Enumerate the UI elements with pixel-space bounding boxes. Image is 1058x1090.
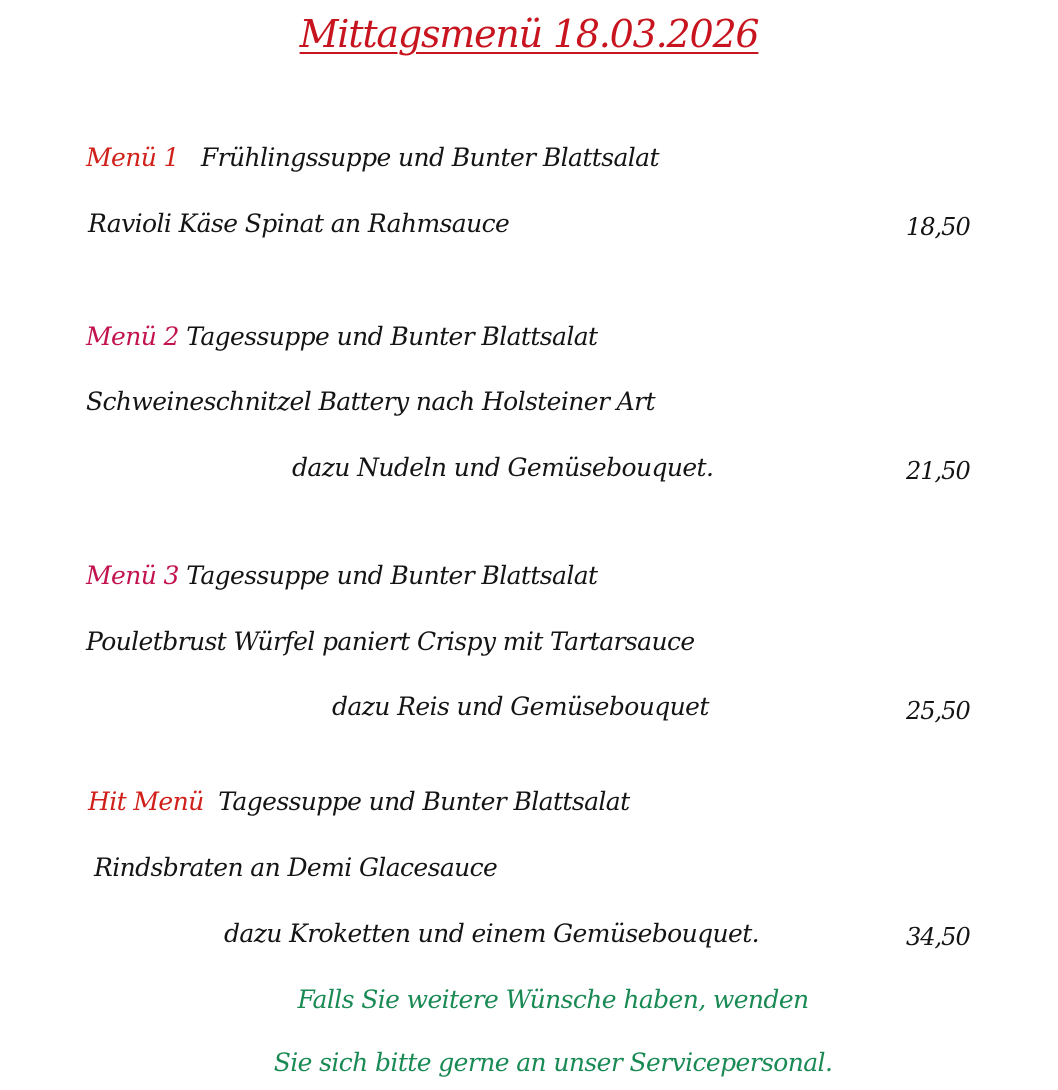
hit-menu-side: dazu Kroketten und einem Gemüsebouquet. [224, 919, 760, 948]
hit-menu-header [88, 789, 630, 814]
hit-menu-main: Rindsbraten an Demi Glacesauce [94, 853, 498, 882]
hit-menu-label: Hit Menü [88, 787, 204, 816]
menu-3-soup: Tagessuppe und Bunter Blattsalat [186, 561, 598, 590]
hit-menu-price: 34,50 [906, 923, 970, 951]
menu-1-price: 18,50 [906, 213, 970, 241]
menu-3-main: Pouletbrust Würfel paniert Crispy mit Tartarsauce [86, 627, 695, 656]
menu-2-side: dazu Nudeln und Gemüsebouquet. [292, 453, 714, 482]
hit-menu-soup: Tagessuppe und Bunter Blattsalat [218, 787, 630, 816]
menu-1-header [86, 145, 659, 170]
service-note-line-1: Falls Sie weitere Wünsche haben, wenden [297, 985, 809, 1014]
menu-1-label: Menü 1 [86, 143, 179, 172]
service-note-line-2: Sie sich bitte gerne an unser Servicepersonal. [273, 1048, 833, 1077]
menu-2-main: Schweineschnitzel Battery nach Holsteiner Art [86, 387, 655, 416]
menu-3-label: Menü 3 [86, 561, 179, 590]
menu-2-header [86, 324, 597, 349]
menu-3-side: dazu Reis und Gemüsebouquet [332, 692, 709, 721]
menu-2-price: 21,50 [906, 457, 970, 485]
menu-2-label: Menü 2 [86, 322, 179, 351]
menu-1-main: Ravioli Käse Spinat an Rahmsauce [88, 209, 510, 238]
menu-2-soup: Tagessuppe und Bunter Blattsalat [186, 322, 598, 351]
menu-1-soup: Frühlingssuppe und Bunter Blattsalat [200, 143, 659, 172]
menu-3-header [86, 563, 597, 588]
page-title: Mittagsmenü 18.03.2026 [299, 12, 759, 56]
menu-3-price: 25,50 [906, 697, 970, 725]
